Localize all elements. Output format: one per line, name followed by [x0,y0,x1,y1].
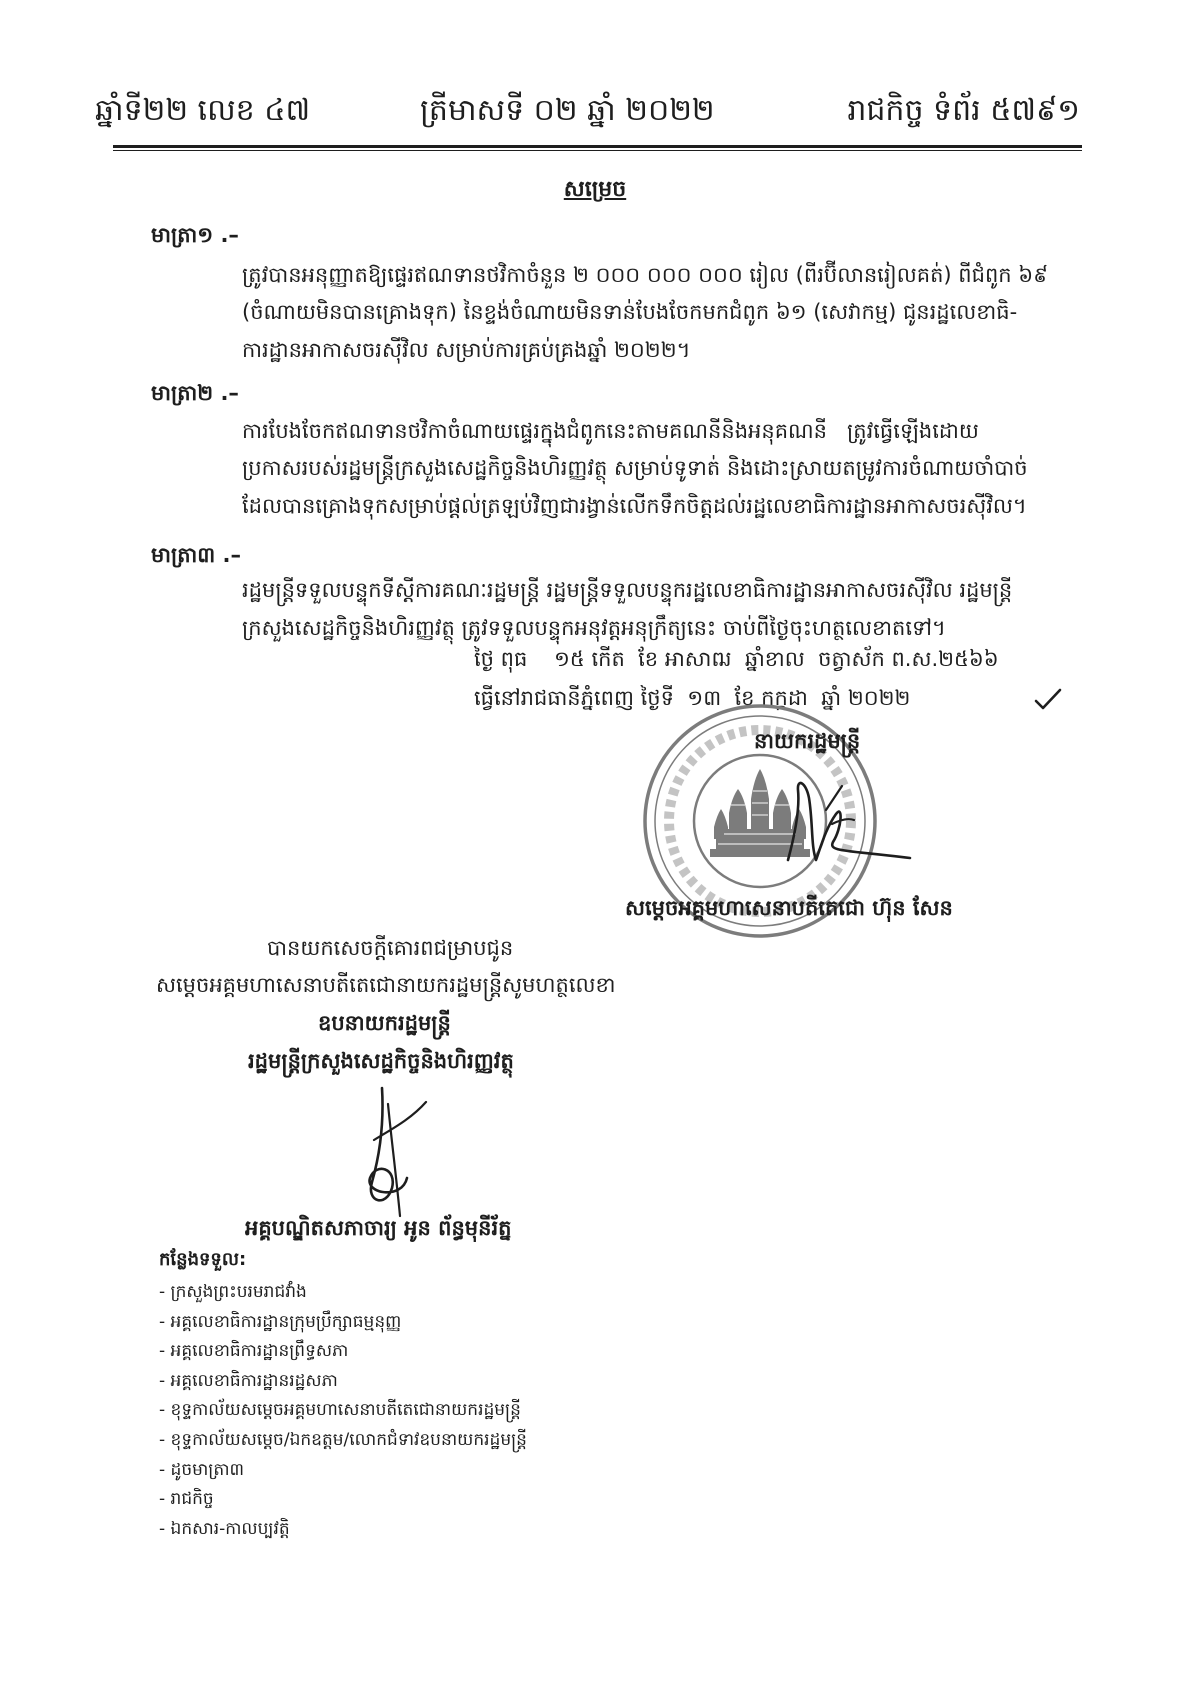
prime-minister-title: នាយករដ្ឋមន្ត្រី [754,729,861,753]
article-1-line: (ចំណាយមិនបានគ្រោងទុក) នៃខ្ទង់ចំណាយមិនទាន់បែងចែកមកជំពូក ៦១ (សេវាកម្ម) ជូនរដ្ឋលេខាធិ- [242,300,1018,324]
list-item: - រាជកិច្ច [159,1489,214,1509]
list-item: - ដូចមាត្រា៣ [159,1460,245,1480]
header-quarter-year: ត្រីមាសទី ០២ ឆ្នាំ ២០២២ [420,93,715,128]
signature-deputy-prime-minister [340,1082,440,1222]
list-item: - អគ្គលេខាធិការដ្ឋានព្រឹទ្ធសភា [159,1341,349,1361]
prime-minister-name: សម្តេចអគ្គមហាសេនាបតីតេជោ ហ៊ុន សែន [625,896,953,920]
list-item: - ក្រសួងព្រះបរមរាជវាំង [159,1282,307,1302]
article-3-line: ក្រសួងសេដ្ឋកិច្ចនិងហិរញ្ញវត្ថុ ត្រូវទទួលបន្ទុកអនុវត្តអនុក្រឹត្យនេះ ចាប់ពីថ្ងៃចុះហត្ថលេខាតទៅ។ [242,616,946,640]
article-1-line: ត្រូវបានអនុញ្ញាតឱ្យផ្ទេរឥណទានថវិកាចំនួន ២ ០០០ ០០០ ០០០ រៀល (ពីរប៊ីលានរៀលគត់) ពីជំពូក ៦៩ [242,263,1049,287]
article-3-line: រដ្ឋមន្ត្រីទទួលបន្ទុកទីស្តីការគណៈរដ្ឋមន្ត្រី រដ្ឋមន្ត្រីទទួលបន្ទុករដ្ឋលេខាធិការដ្ឋានអាកាសចរស៊ីវិល រដ្ឋមន្ត្រី [242,578,1013,602]
article-1-line: ការដ្ឋានអាកាសចរស៊ីវិល សម្រាប់ការគ្រប់គ្រងឆ្នាំ ២០២២។ [242,338,691,362]
signature-prime-minister [770,768,920,868]
submission-line-2: សម្តេចអគ្គមហាសេនាបតីតេជោនាយករដ្ឋមន្ត្រីសូមហត្ថលេខា [156,973,616,997]
deputy-prime-minister-name: អគ្គបណ្ឌិតសភាចារ្យ អូន ព័ន្ធមុនីរ័ត្ន [245,1216,512,1240]
header-rule-thick [113,145,1082,148]
recipients-heading: កន្លែងទទួល: [159,1249,247,1270]
article-2-heading: មាត្រា២ .– [151,381,239,405]
header-volume-issue: ឆ្នាំទី២២ លេខ ៤៧ [95,93,311,128]
article-3-heading: មាត្រា៣ .– [151,543,241,567]
dateline-solar: ធ្វើនៅរាជធានីភ្នំពេញ ថ្ងៃទី ១៣ ខែ កក្កដា ឆ្នាំ ២០២២ [474,686,911,710]
article-2-line: ប្រកាសរបស់រដ្ឋមន្ត្រីក្រសួងសេដ្ឋកិច្ចនិងហិរញ្ញវត្ថុ សម្រាប់ទូទាត់ និងដោះស្រាយតម្រូវការចំណាយចាំបាច់ [242,456,1028,480]
list-item: - ខុទ្ទកាល័យសម្តេច/ឯកឧត្តម/លោកជំទាវឧបនាយករដ្ឋមន្ត្រី [159,1430,527,1450]
list-item: - អគ្គលេខាធិការដ្ឋានរដ្ឋសភា [159,1371,338,1391]
finance-minister-title: រដ្ឋមន្ត្រីក្រសួងសេដ្ឋកិច្ចនិងហិរញ្ញវត្ថុ [248,1049,514,1073]
article-2-line: ការបែងចែកឥណទានថវិកាចំណាយផ្ទេរក្នុងជំពូកនេះតាមគណនីនិងអនុគណនី ត្រូវធ្វើឡើងដោយ [242,419,979,443]
article-1-heading: មាត្រា១ .– [151,223,239,247]
list-item: - អគ្គលេខាធិការដ្ឋានក្រុមប្រឹក្សាធម្មនុញ្ញ [159,1312,402,1332]
header-gazette-page-number: រាជកិច្ច ទំព័រ ៥៧៩១ [847,93,1080,128]
check-mark-icon [1034,688,1062,710]
list-item: - ខុទ្ទកាល័យសម្តេចអគ្គមហាសេនាបតីតេជោនាយករដ្ឋមន្ត្រី [159,1400,521,1420]
deputy-prime-minister-title: ឧបនាយករដ្ឋមន្ត្រី [318,1011,451,1035]
dateline-lunar: ថ្ងៃ ពុធ ១៥ កើត ខែ អាសាឍ ឆ្នាំខាល ចត្វាស័ក ព.ស.២៥៦៦ [474,647,999,671]
list-item: - ឯកសារ-កាលប្បវត្តិ [159,1519,290,1539]
submission-line-1: បានយកសេចក្តីគោរពជម្រាបជូន [267,936,514,960]
header-rule-thin [113,150,1082,151]
decision-title: សម្រេច [563,177,627,202]
article-2-line: ដែលបានគ្រោងទុកសម្រាប់ផ្តល់ត្រឡប់វិញជារង្វាន់លើកទឹកចិត្តដល់រដ្ឋលេខាធិការដ្ឋានអាកាសចរស៊ីវិល។ [242,494,1027,518]
